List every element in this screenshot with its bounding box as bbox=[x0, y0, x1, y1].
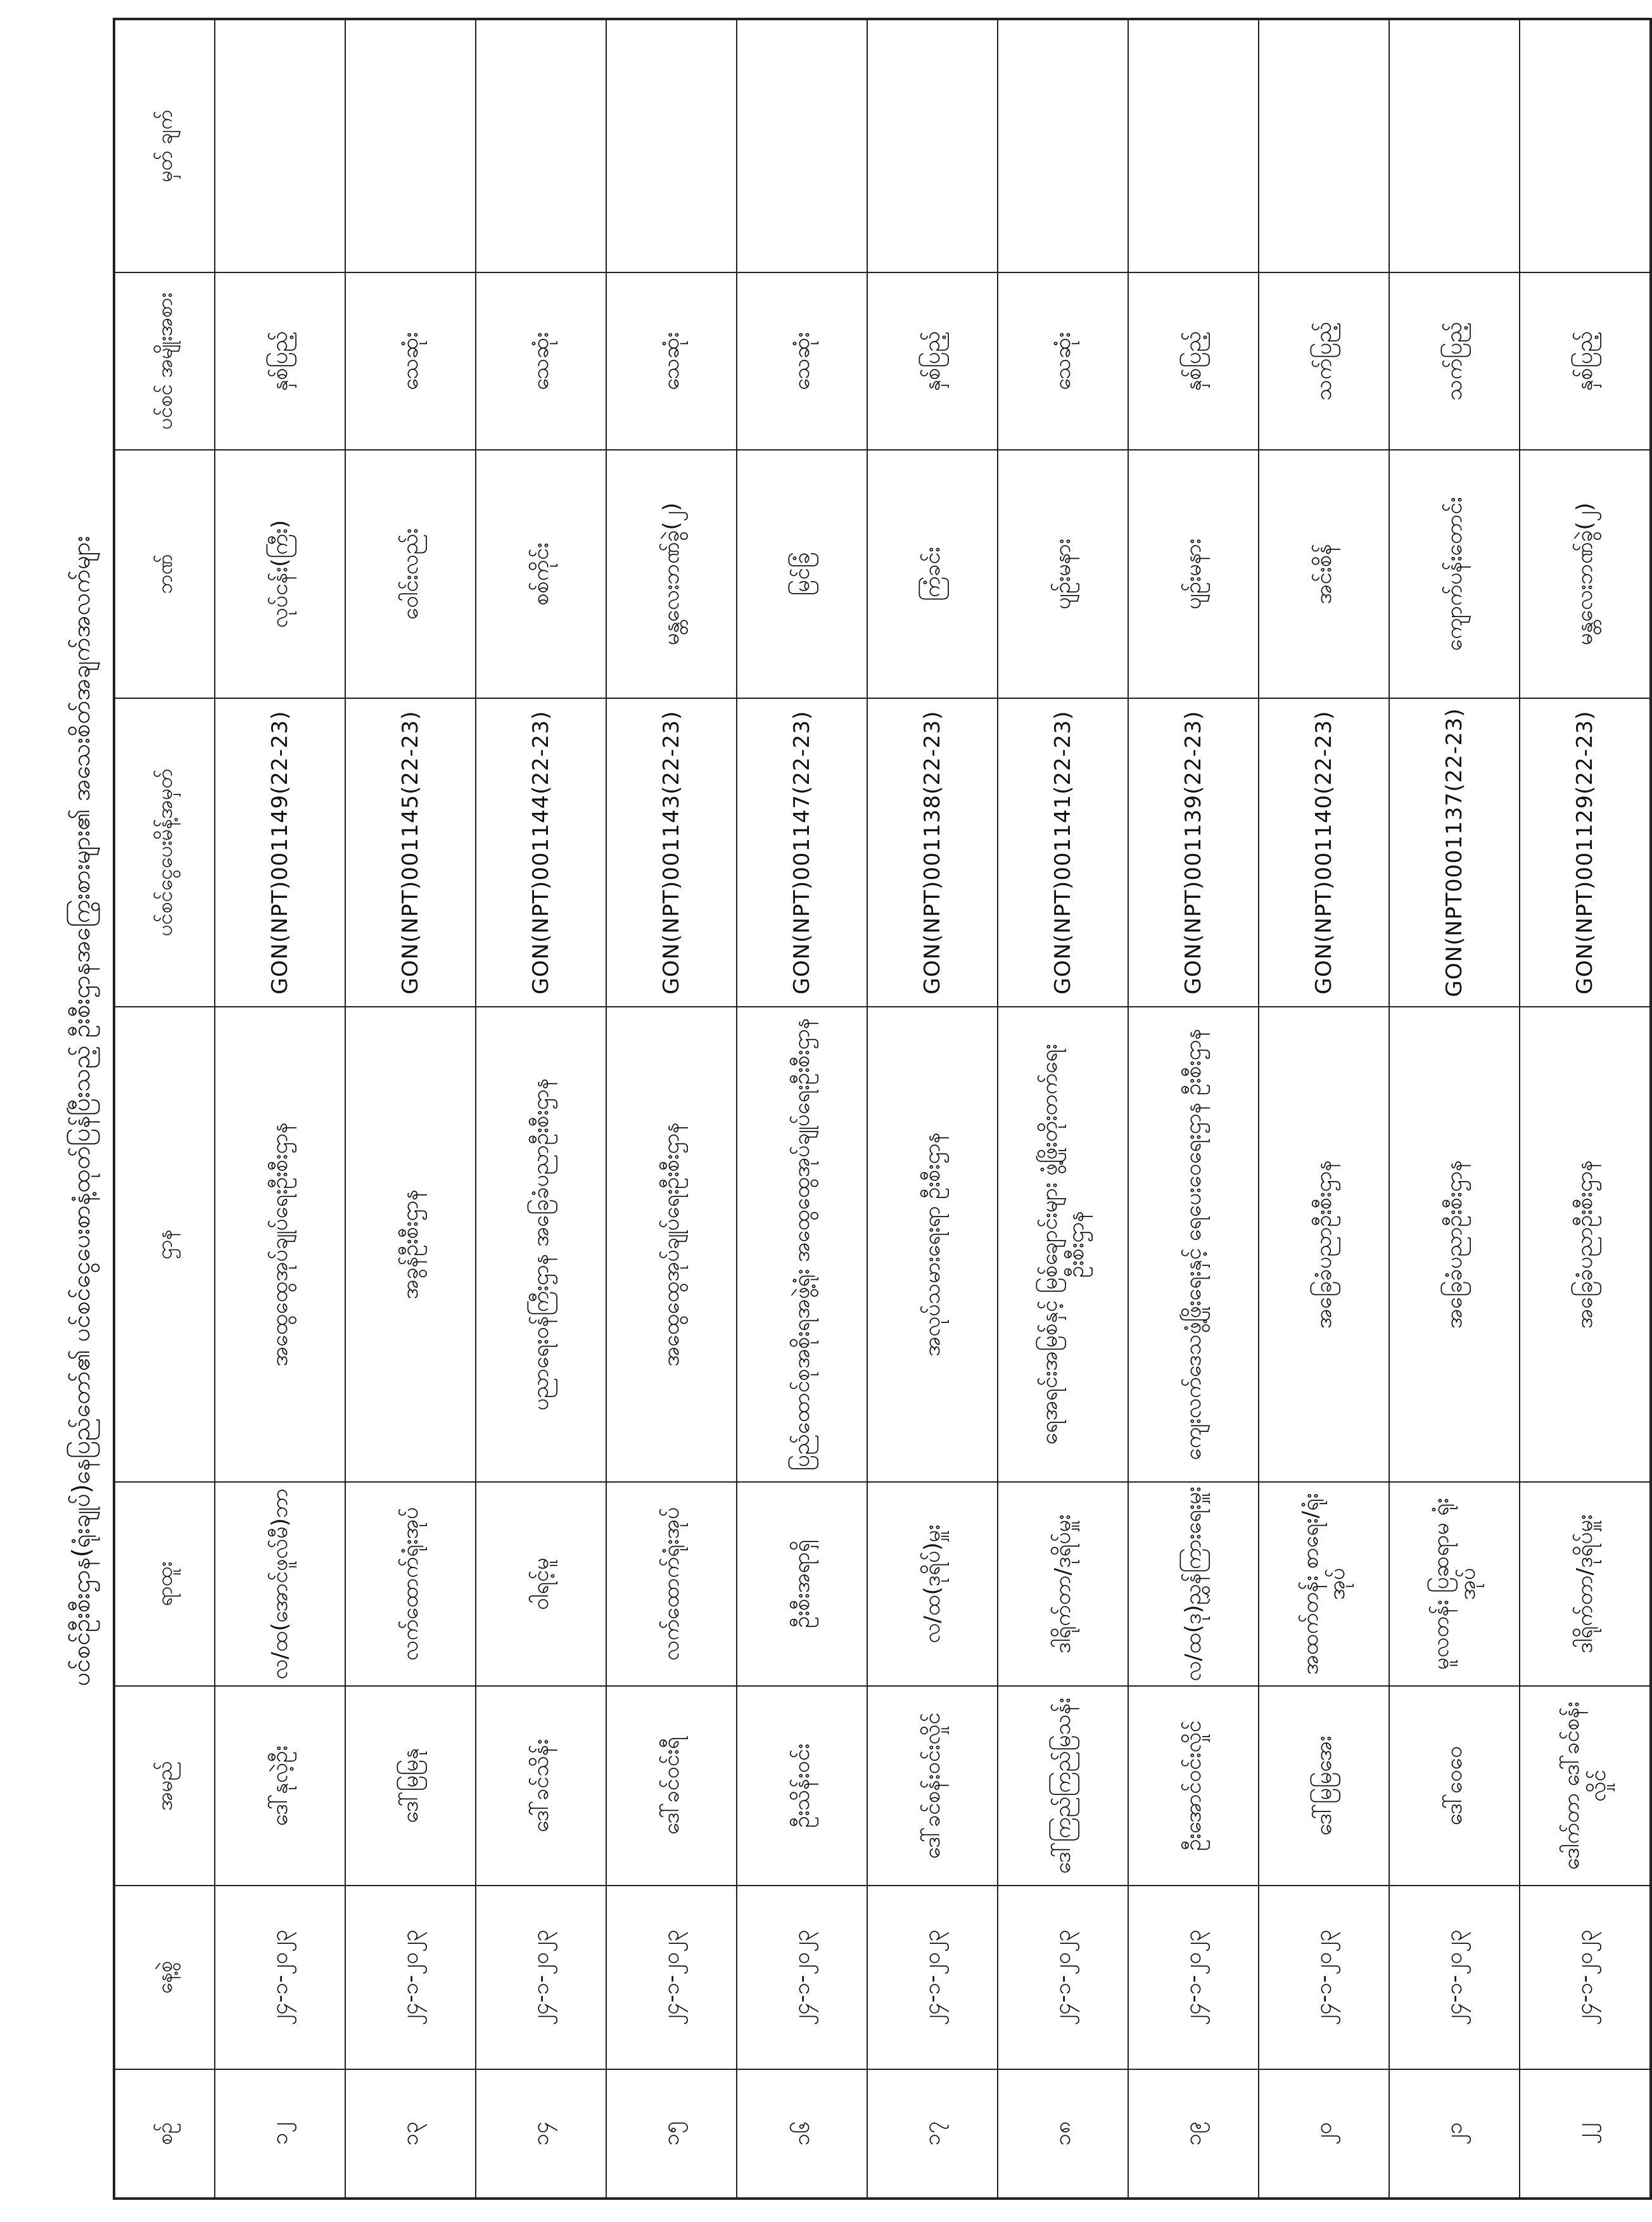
date-cell: ၂၄-၁-၂၀၂၃ bbox=[345, 1886, 476, 2069]
serial-cell: ၂၁ bbox=[1389, 2069, 1520, 2199]
table-row bbox=[998, 19, 1128, 2199]
remarks-cell bbox=[476, 19, 606, 272]
bank-cell: ကျောက်ပန်းတောင်း bbox=[1389, 450, 1520, 698]
department-cell: အခွန်ဦးစီးဌာန bbox=[345, 1007, 476, 1482]
header-pension-type: ပင်စင် အမျိုးအစား bbox=[114, 272, 215, 450]
pension-type-cell: သက်ပြည့် bbox=[1389, 272, 1520, 450]
header-permit-number: ပင်စင်ငွေပေးမိန့်အမှတ် bbox=[114, 698, 215, 1007]
remarks-cell bbox=[345, 19, 476, 272]
department-cell: ရေအရင်းအမြစ်နှင့် မြစ်ချောင်းများ ဖွံ့ဖြိုးတိုးတက်ရေးဦးစီးဌာန bbox=[998, 1007, 1128, 1482]
bank-cell: ပျဉ်းမနား bbox=[1128, 450, 1259, 698]
pension-type-cell: သေဆုံး bbox=[998, 272, 1128, 450]
rank-cell: လ/ထ(အောင်ဖူလ်မီ)ဘာ bbox=[215, 1482, 345, 1686]
pension-type-cell: သေဆုံး bbox=[476, 272, 606, 450]
name-cell: ဒေါ်ခင်ဝင်းရီ bbox=[606, 1686, 737, 1886]
name-cell: ဒေါက်တာ ဒေါ်ခင်စန်းလှိုင် bbox=[1520, 1686, 1651, 1886]
rank-cell: ဦးစီးအရာရှိ bbox=[737, 1482, 867, 1686]
permit-number-cell: GON(NPT)001140(22-23) bbox=[1259, 698, 1389, 1007]
serial-cell: ၁၅ bbox=[606, 2069, 737, 2199]
permit-number-cell: GON(NPT)001145(22-23) bbox=[345, 698, 476, 1007]
pension-type-cell: သေဆုံး bbox=[606, 272, 737, 450]
serial-cell: ၁၂ bbox=[215, 2069, 345, 2199]
pension-type-cell: သေဆုံး bbox=[737, 272, 867, 450]
permit-number-cell: GON(NPT)001138(22-23) bbox=[867, 698, 998, 1007]
name-cell: ဒေါ်မြမြအေး bbox=[1259, 1686, 1389, 1886]
bank-cell: လုပ်ငန်း(ကြီး) bbox=[215, 450, 345, 698]
department-cell: အထွေထွေအုပ်ချုပ်ရေးဦးစီးဌာန bbox=[215, 1007, 345, 1482]
rank-cell: မူလတန်း ပြဆရာမ ရုံးအုပ် bbox=[1389, 1482, 1520, 1686]
name-cell: ဒေါ်နုလဲ့ဦး bbox=[215, 1686, 345, 1886]
table-row bbox=[606, 19, 737, 2199]
rank-cell: လက်ထောက်ရုံးအုပ် bbox=[345, 1482, 476, 1686]
permit-number-cell: GON(NPT)001143(22-23) bbox=[606, 698, 737, 1007]
rank-cell: ဒါရိုက်တာ/ဒုရိပ်မှူး bbox=[1520, 1482, 1651, 1686]
table-row bbox=[1520, 19, 1651, 2199]
rank-cell: အထက်တန်း စာရေး/ရုံးအုပ် bbox=[1259, 1482, 1389, 1686]
rank-cell: ဒါရိုက်တာ/ဒုရိပ်မှူး bbox=[998, 1482, 1128, 1686]
header-serial: စဉ် bbox=[114, 2069, 215, 2199]
date-cell: ၂၄-၁-၂၀၂၃ bbox=[1520, 1886, 1651, 2069]
permit-number-cell: GON(NPT)001129(22-23) bbox=[1520, 698, 1651, 1007]
name-cell: ဒေါ်ခင်သိန်း bbox=[476, 1686, 606, 1886]
permit-number-cell: GON(NPT)001149(22-23) bbox=[215, 698, 345, 1007]
remarks-cell bbox=[215, 19, 345, 272]
remarks-cell bbox=[606, 19, 737, 272]
date-cell: ၂၄-၁-၂၀၂၃ bbox=[737, 1886, 867, 2069]
serial-cell: ၁၈ bbox=[998, 2069, 1128, 2199]
department-cell: ပြည်ထောင်စုအစိုးရအဖွဲ့ရုံး အထွေထွေအုပ်ချုပ်ရေးဦးစီးဌာန bbox=[737, 1007, 867, 1482]
date-cell: ၂၄-၁-၂၀၂၃ bbox=[998, 1886, 1128, 2069]
bank-cell: မြင်ခြံ bbox=[737, 450, 867, 698]
document-title: ပင်စင်ဦးစီးဌာန(ရုံးချုပ်)နေပြည်တော်၏ ပင်စင်ငွေပေးစာနံ့ထုတ်ပြန်ပြီးသည့် ဦးစီးဌာနအကြွေးစားများ၏ အသေးစိတ်အချက်အလက်များ bbox=[67, 535, 95, 1687]
department-cell: အခြေခံပညာဦးစီးဌာန bbox=[1520, 1007, 1651, 1482]
bank-cell: ပျဉ်းမနား bbox=[998, 450, 1128, 698]
date-cell: ၂၄-၁-၂၀၂၃ bbox=[215, 1886, 345, 2069]
bank-cell: မန္တလေးဘဏ်ခွဲ(၂) bbox=[1520, 450, 1651, 698]
remarks-cell bbox=[867, 19, 998, 272]
permit-number-cell: GON(NPT)001147(22-23) bbox=[737, 698, 867, 1007]
serial-cell: ၁၄ bbox=[476, 2069, 606, 2199]
date-cell: ၂၄-၁-၂၀၂၃ bbox=[476, 1886, 606, 2069]
department-cell: အခြေခံပညာဦးစီးဌာန bbox=[1259, 1007, 1389, 1482]
table-row bbox=[476, 19, 606, 2199]
bank-cell: မန္တလေးဘဏ်ခွဲ(၂) bbox=[606, 450, 737, 698]
remarks-cell bbox=[1259, 19, 1389, 272]
bank-cell: ဝေါင်းလည်း bbox=[345, 450, 476, 698]
header-rank: ရာထူး bbox=[114, 1482, 215, 1686]
rank-cell: လ/ထ(ဒု)ညွှန်ကြားရေးမှူး bbox=[1128, 1482, 1259, 1686]
table-row bbox=[737, 19, 867, 2199]
department-cell: ကျေးလက်ဒေသဖွံ့ဖြိုးရေးနှင့် ရေပေးဝေရေးဌာန ဦးစီးဌာန bbox=[1128, 1007, 1259, 1482]
date-cell: ၂၄-၁-၂၀၂၃ bbox=[867, 1886, 998, 2069]
serial-cell: ၂၂ bbox=[1520, 2069, 1651, 2199]
pension-type-cell: သေဆုံး bbox=[345, 272, 476, 450]
header-department: ဌာန bbox=[114, 1007, 215, 1482]
serial-cell: ၁၆ bbox=[737, 2069, 867, 2199]
department-cell: အထွေထွေအုပ်ချုပ်ရေးဦးစီးဌာန bbox=[606, 1007, 737, 1482]
serial-cell: ၁၇ bbox=[867, 2069, 998, 2199]
serial-cell: ၁၃ bbox=[345, 2069, 476, 2199]
pension-type-cell: နှစ်ပြည့် bbox=[1128, 272, 1259, 450]
header-bank: ဘဏ် bbox=[114, 450, 215, 698]
rank-cell: လ/ထ(ဒုရိပ်)မှူး bbox=[867, 1482, 998, 1686]
header-remarks: မှတ် ချက် bbox=[114, 19, 215, 272]
permit-number-cell: GON(NPT0001137(22-23) bbox=[1389, 698, 1520, 1007]
name-cell: ဦးသိန်းဝင်း bbox=[737, 1686, 867, 1886]
table-row bbox=[1389, 19, 1520, 2199]
remarks-cell bbox=[737, 19, 867, 272]
serial-cell: ၂၀ bbox=[1259, 2069, 1389, 2199]
remarks-cell bbox=[1520, 19, 1651, 272]
rank-cell: လက်ထောက်ရုံးအုပ် bbox=[606, 1482, 737, 1686]
serial-cell: ၁၉ bbox=[1128, 2069, 1259, 2199]
header-row bbox=[114, 19, 215, 2199]
pension-register-table bbox=[113, 18, 1652, 2200]
table-row bbox=[867, 19, 998, 2199]
date-cell: ၂၄-၁-၂၀၂၃ bbox=[1259, 1886, 1389, 2069]
remarks-cell bbox=[1128, 19, 1259, 272]
date-cell: ၂၄-၁-၂၀၂၃ bbox=[1128, 1886, 1259, 2069]
bank-cell: စစ်ကိုင်း bbox=[476, 450, 606, 698]
remarks-cell bbox=[1389, 19, 1520, 272]
bank-cell: အင်းစိန် bbox=[1259, 450, 1389, 698]
pension-type-cell: သက်ပြည့် bbox=[1259, 272, 1389, 450]
department-cell: အခြေခံပညာဦးစီးဌာန bbox=[1389, 1007, 1520, 1482]
permit-number-cell: GON(NPT)001139(22-23) bbox=[1128, 698, 1259, 1007]
pension-type-cell: နှစ်ပြည့် bbox=[1520, 272, 1651, 450]
table-row bbox=[215, 19, 345, 2199]
pension-type-cell: နှစ်ပြည့် bbox=[215, 272, 345, 450]
table-row bbox=[1259, 19, 1389, 2199]
date-cell: ၂၄-၁-၂၀၂၃ bbox=[1389, 1886, 1520, 2069]
department-cell: ပညာရေးဝန်ကြီးဌာန အခြေခံပညာဦးစီးဌာန bbox=[476, 1007, 606, 1482]
header-name: အမည် bbox=[114, 1686, 215, 1886]
header-date: နေ့စွဲ bbox=[114, 1886, 215, 2069]
pension-type-cell: နှစ်ပြည့် bbox=[867, 272, 998, 450]
name-cell: ဒေါ်ခင်စန်းဝင်းလှိုင် bbox=[867, 1686, 998, 1886]
permit-number-cell: GON(NPT)001141(22-23) bbox=[998, 698, 1128, 1007]
bank-cell: ကြံခင်း bbox=[867, 450, 998, 698]
rank-cell: ဝါရင့်မူ bbox=[476, 1482, 606, 1686]
name-cell: ဒေါ်ကြည်ကြည်မြသန်း bbox=[998, 1686, 1128, 1886]
remarks-cell bbox=[998, 19, 1128, 272]
date-cell: ၂၄-၁-၂၀၂၃ bbox=[606, 1886, 737, 2069]
table-row bbox=[345, 19, 476, 2199]
name-cell: ဒေါ်ဝေဝေ bbox=[1389, 1686, 1520, 1886]
table-row bbox=[1128, 19, 1259, 2199]
department-cell: အလုပ်သမားရေးရာ ဦးစီးဌာန bbox=[867, 1007, 998, 1482]
name-cell: ဦးအောင်ဝင်းလှိုင် bbox=[1128, 1686, 1259, 1886]
permit-number-cell: GON(NPT)001144(22-23) bbox=[476, 698, 606, 1007]
name-cell: ဒေါ်မြမြနု bbox=[345, 1686, 476, 1886]
